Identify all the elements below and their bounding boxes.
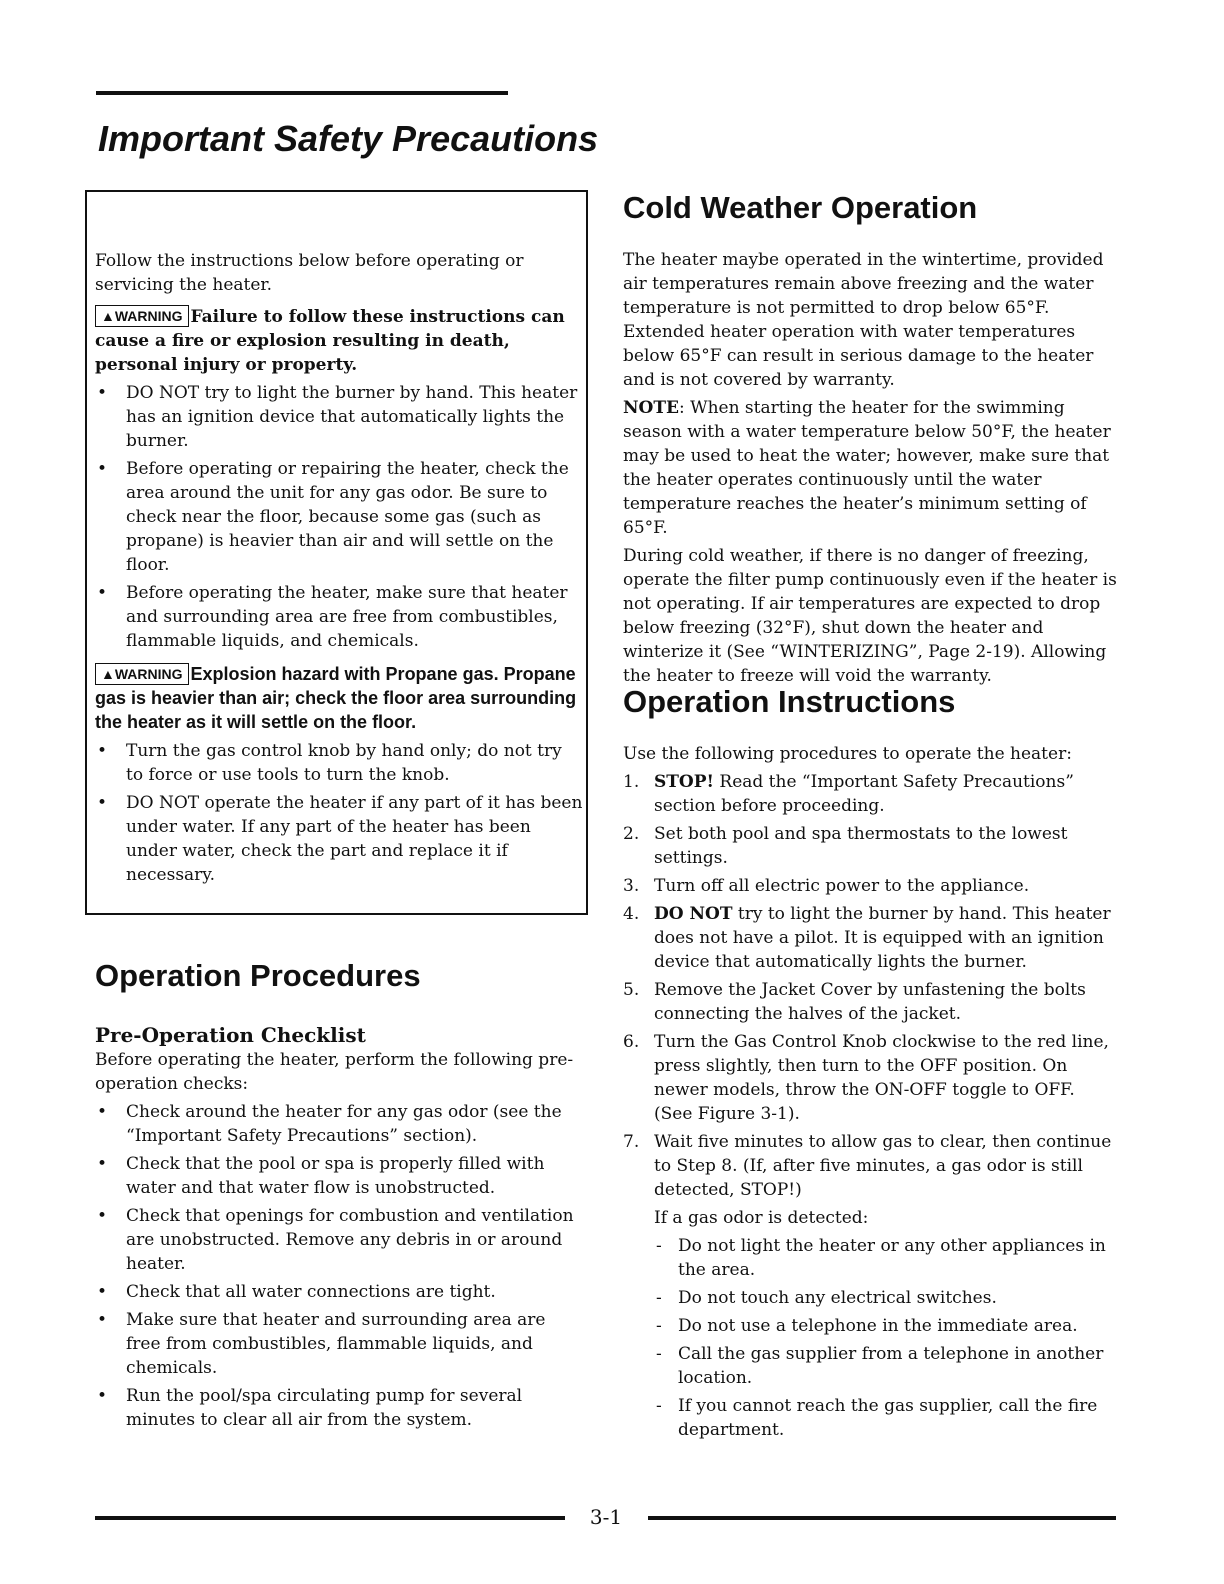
safety-intro: Follow the instructions below before operating or servicing the heater. <box>95 251 524 295</box>
operation-procedures-heading: Operation Procedures <box>95 958 421 993</box>
list-item: - Do not touch any electrical switches. <box>654 1286 1117 1310</box>
checklist-items <box>95 1100 583 1432</box>
step-text: try to light the burner by hand. This heater does not have a pilot. It is equipped with an ignition device that automatically lights the burner. <box>654 904 1111 972</box>
step-number: 2. <box>623 824 640 844</box>
operation-instructions-section <box>623 684 1117 1446</box>
step-lead: DO NOT <box>654 904 733 924</box>
step-number: 4. <box>623 904 640 924</box>
list-item: - Call the gas supplier from a telephone in another location. <box>654 1342 1117 1390</box>
step-text: Turn off all electric power to the appliance. <box>654 876 1030 896</box>
odor-intro: If a gas odor is detected: <box>654 1208 869 1228</box>
warning-1 <box>95 305 583 377</box>
page-number: 3-1 <box>589 1505 623 1529</box>
list-item: • Check that openings for combustion and ventilation are unobstructed. Remove any debris in or around heater. <box>95 1204 583 1276</box>
instructions-intro: Use the following procedures to operate the heater: <box>623 744 1072 764</box>
list-item: • Check that all water connections are tight. <box>95 1280 583 1304</box>
list-item <box>623 978 1117 1026</box>
list-item: • Check that the pool or spa is properly filled with water and that water flow is unobstructed. <box>95 1152 583 1200</box>
list-item <box>623 1130 1117 1202</box>
list-item <box>623 822 1117 870</box>
step-text: Read the “Important Safety Precautions” section before proceeding. <box>654 772 1074 816</box>
operation-instructions-heading: Operation Instructions <box>623 684 956 719</box>
list-item: • Before operating or repairing the heater, check the area around the unit for any gas odor. Be sure to check near the floor, because some gas (such as propane) is heavier than air and will settle on the floor. <box>95 457 583 577</box>
list-item: • Check around the heater for any gas odor (see the “Important Safety Precautions” section). <box>95 1100 583 1148</box>
cold-weather-section <box>623 190 1117 692</box>
step-text: Remove the Jacket Cover by unfastening the bolts connecting the halves of the jacket. <box>654 980 1086 1024</box>
note-label: NOTE <box>623 398 679 418</box>
pre-operation-checklist-heading: Pre-Operation Checklist <box>95 1023 366 1047</box>
note-text: : When starting the heater for the swimming season with a water temperature below 50°F, the heater may be used to heat the water; however, make sure that the heater operates continuously until the water temperature reaches the heater’s minimum setting of 65°F. <box>623 398 1111 538</box>
list-item: • Run the pool/spa circulating pump for several minutes to clear all air from the system. <box>95 1384 583 1432</box>
footer-rule-left <box>95 1516 565 1520</box>
checklist-intro: Before operating the heater, perform the following pre-operation checks: <box>95 1050 574 1094</box>
step-lead: STOP! <box>654 772 714 792</box>
cold-weather-para-1: The heater maybe operated in the wintertime, provided air temperatures remain above freezing and the water temperature is not permitted to drop below 65°F. Extended heater operation with water temperatures below 65°F can result in serious damage to the heater and is not covered by warranty. <box>623 250 1104 390</box>
safety-bullets-2 <box>95 739 583 887</box>
cold-weather-para-3: During cold weather, if there is no danger of freezing, operate the filter pump continuously even if the heater is not operating. If air temperatures are expected to drop below freezing (32°F), shut down the heater and winterize it (See “WINTERIZING”, Page 2-19). Allowing the heater to freeze will void the warranty. <box>623 546 1117 686</box>
warning-badge: ▲WARNING <box>95 663 189 685</box>
page-title: Important Safety Precautions <box>98 118 599 159</box>
safety-bullets-1 <box>95 381 583 653</box>
footer-rule-right <box>648 1516 1116 1520</box>
cold-weather-note <box>623 396 1117 540</box>
step-number: 3. <box>623 876 640 896</box>
list-item: • Turn the gas control knob by hand only; do not try to force or use tools to turn the knob. <box>95 739 583 787</box>
list-item: - Do not light the heater or any other appliances in the area. <box>654 1234 1117 1282</box>
cold-weather-heading: Cold Weather Operation <box>623 190 978 225</box>
list-item <box>623 902 1117 974</box>
odor-items <box>623 1234 1117 1442</box>
warning-1-text: Failure to follow these instructions can cause a fire or explosion resulting in death, personal injury or property. <box>95 307 565 375</box>
list-item: - Do not use a telephone in the immediate area. <box>654 1314 1117 1338</box>
step-text: Turn the Gas Control Knob clockwise to the red line, press slightly, then turn to the OFF position. On newer models, throw the ON-OFF toggle to OFF. (See Figure 3-1). <box>654 1032 1109 1124</box>
warning-2 <box>95 663 583 735</box>
step-number: 1. <box>623 772 640 792</box>
list-item <box>623 770 1117 818</box>
list-item <box>623 874 1117 898</box>
warning-2-text: Explosion hazard with Propane gas. Propane gas is heavier than air; check the floor area surrounding the heater as it will settle on the floor. <box>95 664 577 732</box>
instruction-steps <box>623 770 1117 1202</box>
safety-box-content <box>95 249 583 891</box>
list-item: • Make sure that heater and surrounding area are free from combustibles, flammable liquids, and chemicals. <box>95 1308 583 1380</box>
step-number: 7. <box>623 1132 640 1152</box>
list-item: • Before operating the heater, make sure that heater and surrounding area are free from combustibles, flammable liquids, and chemicals. <box>95 581 583 653</box>
step-text: Wait five minutes to allow gas to clear, then continue to Step 8. (If, after five minutes, a gas odor is still detected, STOP!) <box>654 1132 1112 1200</box>
list-item: • DO NOT try to light the burner by hand. This heater has an ignition device that automatically lights the burner. <box>95 381 583 453</box>
warning-badge: ▲WARNING <box>95 305 189 327</box>
step-text: Set both pool and spa thermostats to the lowest settings. <box>654 824 1068 868</box>
operation-procedures-section <box>95 958 583 1436</box>
list-item: - If you cannot reach the gas supplier, call the fire department. <box>654 1394 1117 1442</box>
list-item: • DO NOT operate the heater if any part of it has been under water. If any part of the heater has been under water, check the part and replace it if necessary. <box>95 791 583 887</box>
header-rule <box>96 91 508 95</box>
step-number: 5. <box>623 980 640 1000</box>
step-number: 6. <box>623 1032 640 1052</box>
list-item <box>623 1030 1117 1126</box>
